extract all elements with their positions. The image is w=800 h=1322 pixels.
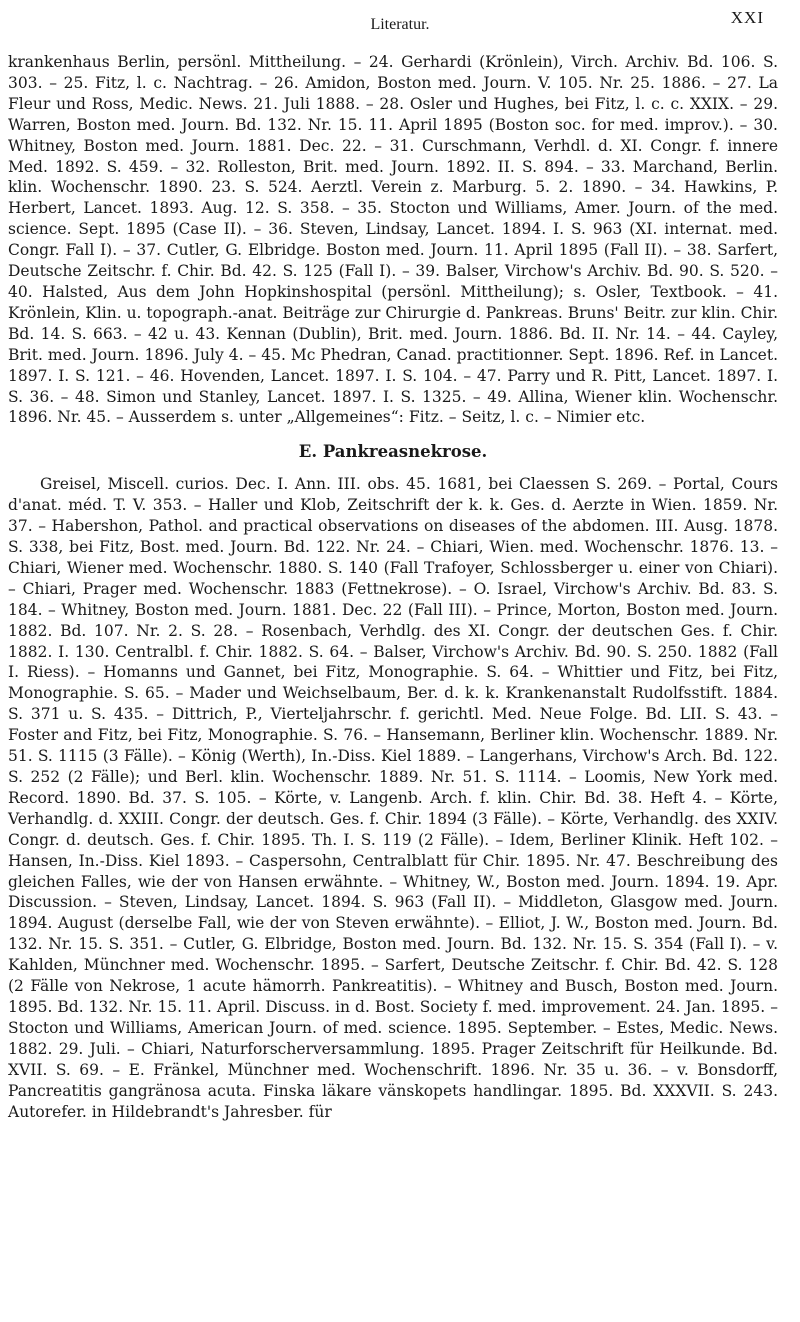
page-header [0, 4, 800, 34]
section-reference-list: Greisel, Miscell. curios. Dec. I. Ann. III. obs. 45. 1681, bei Claessen S. 269. – Portal, Cours d'anat. méd. T. V. 353. – Haller und Klob, Zeitschrift der k. k. Ges. d. Aerzte in Wien. 1859. Nr. 37. – Habershon, Pathol. and practical observations on diseases of the abdomen. III. Ausg. 1878. S. 338, bei Fitz, Bost. med. Journ. Bd. 122. Nr. 24. – Chiari, Wien. med. Wochenschr. 1876. 13. – Chiari, Wiener med. Wochenschr. 1880. S. 140 (Fall Trafoyer, Schlossberger u. einer von Chiari). – Chiari, Prager med. Wochenschr. 1883 (Fettnekrose). – O. Israel, Virchow's Archiv. Bd. 83. S. 184. – Whitney, Boston med. Journ. 1881. Dec. 22 (Fall III). – Prince, Morton, Boston med. Journ. 1882. Bd. 107. Nr. 2. S. 28. – Rosenbach, Verhdlg. des XI. Congr. der deutschen Ges. f. Chir. 1882. I. 130. Centralbl. f. Chir. 1882. S. 64. – Balser, Virchow's Archiv. Bd. 90. S. 250. 1882 (Fall I. Riess). – Homanns und Gannet, bei Fitz, Monographie. S. 64. – Whittier und Fitz, bei Fitz, Monographie. S. 65. – Mader und Weichselbaum, Ber. d. k. k. Krankenanstalt Rudolfsstift. 1884. S. 371 u. S. 435. – Dittrich, P., Vierteljahrschr. f. gerichtl. Med. Neue Folge. Bd. LII. S. 43. – Foster and Fitz, bei Fitz, Monographie. S. 76. – Hansemann, Berliner klin. Wochenschr. 1889. Nr. 51. S. 1115 (3 Fälle). – König (Werth), In.-Diss. Kiel 1889. – Langerhans, Virchow's Arch. Bd. 122. S. 252 (2 Fälle); und Berl. klin. Wochenschr. 1889. Nr. 51. S. 1114. – Loomis, New York med. Record. 1890. Bd. 37. S. 105. – Körte, v. Langenb. Arch. f. klin. Chir. Bd. 38. Heft 4. – Körte, Verhandlg. d. XXIII. Congr. der deutsch. Ges. f. Chir. 1894 (3 Fälle). – Körte, Verhandlg. des XXIV. Congr. d. deutsch. Ges. f. Chir. 1895. Th. I. S. 119 (2 Fälle). – Idem, Berliner Klinik. Heft 102. – Hansen, In.-Diss. Kiel 1893. – Caspersohn, Centralblatt für Chir. 1895. Nr. 47. Beschreibung des gleichen Falles, wie der von Hansen erwähnte. – Whitney, W., Boston med. Journ. 1894. 19. Apr. Discussion. – Steven, Lindsay, Lancet. 1894. S. 963 (Fall II). – Middleton, Glasgow med. Journ. 1894. August (derselbe Fall, wie der von Steven erwähnte). – Elliot, J. W., Boston med. Journ. Bd. 132. Nr. 15. S. 351. – Cutler, G. Elbridge, Boston med. Journ. Bd. 132. Nr. 15. S. 354 (Fall I). – v. Kahlden, Münchner med. Wochenschr. 1895. – Sarfert, Deutsche Zeitschr. f. Chir. Bd. 42. S. 128 (2 Fälle von Nekrose, 1 acute hämorrh. Pankreatitis). – Whitney and Busch, Boston med. Journ. 1895. Bd. 132. Nr. 15. 11. April. Discuss. in d. Bost. Society f. med. improvement. 24. Jan. 1895. – Stocton und Williams, American Journ. of med. science. 1895. September. – Estes, Medic. News. 1882. 29. Juli. – Chiari, Naturforscherversammlung. 1895. Prager Zeitschrift für Heilkunde. Bd. XVII. S. 69. – E. Fränkel, Münchner med. Wochenschrift. 1896. Nr. 35 u. 36. – v. Bonsdorff, Pancreatitis gangränosa acuta. Finska läkare vänskopets handlingar. 1895. Bd. XXXVII. S. 243. Autorefer. in Hildebrandt's Jahresber. für [8, 475, 778, 1121]
continued-reference-list: krankenhaus Berlin, persönl. Mittheilung. – 24. Gerhardi (Krönlein), Virch. Archiv. Bd. 106. S. 303. – 25. Fitz, l. c. Nachtrag. – 26. Amidon, Boston med. Journ. V. 105. Nr. 25. 1886. – 27. La Fleur und Ross, Medic. News. 21. Juli 1888. – 28. Osler und Hughes, bei Fitz, l. c. c. XXIX. – 29. Warren, Boston med. Journ. Bd. 132. Nr. 15. 11. April 1895 (Boston soc. for med. improv.). – 30. Whitney, Boston med. Journ. 1881. Dec. 22. – 31. Curschmann, Verhdl. d. XI. Congr. f. innere Med. 1892. S. 459. – 32. Rolleston, Brit. med. Journ. 1892. II. S. 894. – 33. Marchand, Berlin. klin. Wochenschr. 1890. 23. S. 524. Aerztl. Verein z. Marburg. 5. 2. 1890. – 34. Hawkins, P. Herbert, Lancet. 1893. Aug. 12. S. 358. – 35. Stocton und Williams, Amer. Journ. of the med. science. Sept. 1895 (Case II). – 36. Steven, Lindsay, Lancet. 1894. I. S. 963 (XI. internat. med. Congr. Fall I). – 37. Cutler, G. Elbridge. Boston med. Journ. 11. April 1895 (Fall II). – 38. Sarfert, Deutsche Zeitschr. f. Chir. Bd. 42. S. 125 (Fall I). – 39. Balser, Virchow's Archiv. Bd. 90. S. 520. – 40. Halsted, Aus dem John Hopkinshospital (persönl. Mittheilung); s. Osler, Textbook. – 41. Krönlein, Klin. u. topograph.-anat. Beiträge zur Chirurgie d. Pankreas. Bruns' Beitr. zur klin. Chir. Bd. 14. S. 663. – 42 u. 43. Kennan (Dublin), Brit. med. Journ. 1886. Bd. II. Nr. 14. – 44. Cayley, Brit. med. Journ. 1896. July 4. – 45. Mc Phedran, Canad. practitionner. Sept. 1896. Ref. in Lancet. 1897. I. S. 121. – 46. Hovenden, Lancet. 1897. I. S. 104. – 47. Parry und R. Pitt, Lancet. 1897. I. S. 36. – 48. Simon und Stanley, Lancet. 1897. I. S. 1325. – 49. Allina, Wiener klin. Wochenschr. 1896. Nr. 45. – Ausserdem s. unter „Allgemeines“: Fitz. – Seitz, l. c. – Nimier etc. [8, 53, 778, 427]
page-content [0, 52, 784, 1122]
running-title: Literatur. [370, 16, 430, 33]
page-number: XXI [730, 8, 764, 27]
section-heading: E. Pankreasnekrose. [298, 442, 488, 462]
